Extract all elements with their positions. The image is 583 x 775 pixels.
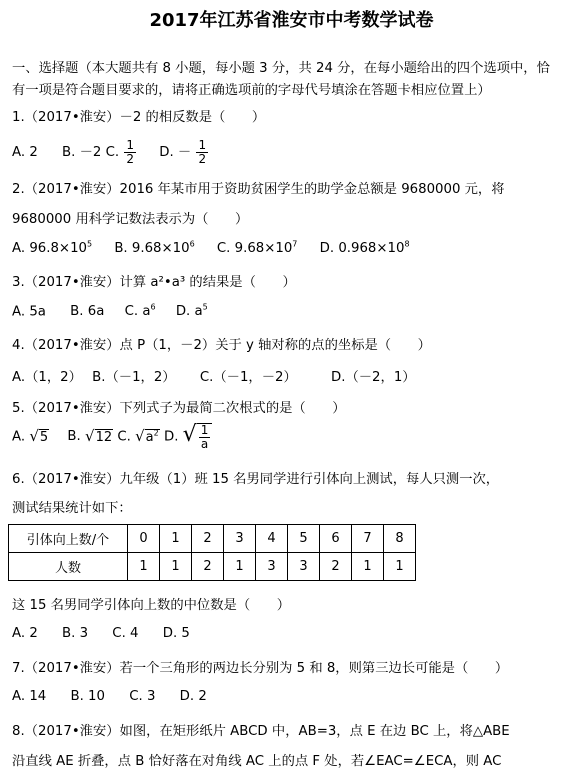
table-row — [9, 553, 416, 581]
q8-stem-line1: 8.（2017•淮安）如图，在矩形纸片 ABCD 中，AB=3，点 E 在边 BC 上，将△ABE — [12, 724, 510, 739]
table-cell: 2 — [320, 553, 352, 581]
section-instructions-line1: 一、选择题（本大题共有 8 小题，每小题 3 分，共 24 分，在每小题给出的四个选项中，恰 — [12, 61, 550, 76]
q4-options — [12, 366, 416, 385]
q5-option-c: C. — [117, 429, 131, 445]
q4-option-d: D.（－2，1） — [331, 370, 416, 385]
q2-option-c: C. $9.68\times 10^7$ — [216, 240, 298, 257]
q1-option-d-fraction: $\frac{1}{2}$ — [198, 138, 207, 166]
table-row — [9, 525, 416, 553]
q3-option-c: C. $a^6$ — [124, 303, 156, 320]
q7-option-b: B. 10 — [70, 689, 105, 704]
table-cell: 2 — [192, 525, 224, 553]
q8-stem-line2: 沿直线 AE 折叠，点 B 恰好落在对角线 AC 上的点 F 处，若∠EAC=∠ECA，则 AC — [12, 754, 502, 769]
q6-option-d: D. 5 — [162, 626, 190, 641]
q6-stem-line1: 6.（2017•淮安）九年级（1）班 15 名男同学进行引体向上测试，每人只测一次， — [12, 472, 500, 487]
q4-option-a: A.（1，2） — [12, 370, 82, 385]
table-cell: 3 — [224, 525, 256, 553]
table-cell: 8 — [384, 525, 416, 553]
q1-stem: 1.（2017•淮安）－2 的相反数是（ ） — [12, 110, 266, 125]
table-cell: 0 — [128, 525, 160, 553]
q3-option-b: B. 6a — [70, 304, 105, 320]
q6-stem-line2: 测试结果统计如下： — [12, 501, 132, 516]
q2-stem-line2: 9680000 用科学记数法表示为（ ） — [12, 212, 249, 227]
table-cell: 1 — [352, 553, 384, 581]
q5-stem: 5.（2017•淮安）下列式子为最简二次根式的是（ ） — [12, 401, 346, 416]
q1-option-d: D. － — [159, 145, 192, 161]
q6-option-b: B. 3 — [62, 626, 89, 641]
q6-results-table — [8, 524, 416, 581]
q5-option-a: A. — [12, 429, 26, 445]
q4-stem: 4.（2017•淮安）点 P（1，－2）关于 y 轴对称的点的坐标是（ ） — [12, 338, 431, 353]
q1-option-b: B. －2 — [62, 145, 102, 161]
table-cell: 1 — [128, 553, 160, 581]
q7-option-d: D. 2 — [179, 689, 207, 704]
q3-stem: 3.（2017•淮安）计算 a²•a³ 的结果是（ ） — [12, 275, 296, 290]
q1-option-c: C. — [105, 145, 120, 161]
q5-option-b-radical: √12 — [85, 427, 113, 446]
table-cell: 1 — [224, 553, 256, 581]
table-cell: 1 — [160, 525, 192, 553]
q3-option-d: D. $a^5$ — [175, 303, 208, 320]
q6-option-a: A. 2 — [12, 626, 38, 641]
q3-options — [12, 303, 208, 319]
q5-options — [12, 422, 212, 451]
q2-options — [12, 240, 410, 256]
q5-option-c-radical: $√a^2$ — [135, 427, 159, 446]
table-cell: 4 — [256, 525, 288, 553]
q7-options — [12, 689, 207, 704]
q4-option-c: C.（－1，－2） — [199, 370, 297, 385]
q1-options — [12, 139, 209, 165]
table-row-header: 人数 — [9, 553, 128, 581]
q5-option-d: D. — [163, 429, 179, 445]
q1-option-a: A. 2 — [12, 145, 38, 161]
table-cell: 1 — [160, 553, 192, 581]
table-cell: 3 — [256, 553, 288, 581]
table-cell: 6 — [320, 525, 352, 553]
table-cell: 5 — [288, 525, 320, 553]
q7-option-c: C. 3 — [129, 689, 156, 704]
q5-option-a-radical: √5 — [29, 427, 49, 446]
q2-option-d: D. $0.968\times 10^8$ — [319, 240, 410, 257]
q5-option-d-radical: √ $\frac{1}{a}$ — [183, 422, 213, 451]
q2-stem-line1: 2.（2017•淮安）2016 年某市用于资助贫困学生的助学金总额是 9680000 元，将 — [12, 182, 505, 197]
table-cell: 2 — [192, 553, 224, 581]
q2-option-b: B. $9.68\times 10^6$ — [114, 240, 195, 257]
q7-stem: 7.（2017•淮安）若一个三角形的两边长分别为 5 和 8，则第三边长可能是（ ） — [12, 661, 509, 676]
page-title: 2017年江苏省淮安市中考数学试卷 — [149, 10, 434, 31]
q6-options — [12, 626, 190, 641]
table-cell: 3 — [288, 553, 320, 581]
q4-option-b: B.（－1，2） — [92, 370, 176, 385]
section-instructions-line2: 有一项是符合题目要求的，请将正确选项前的字母代号填涂在答题卡相应位置上） — [12, 83, 491, 98]
table-cell: 1 — [384, 553, 416, 581]
q7-option-a: A. 14 — [12, 689, 47, 704]
q6-question: 这 15 名男同学引体向上数的中位数是（ ） — [12, 598, 291, 613]
q6-option-c: C. 4 — [112, 626, 139, 641]
q1-option-c-fraction: $\frac{1}{2}$ — [126, 138, 134, 166]
q5-option-b: B. — [67, 429, 81, 445]
table-cell: 7 — [352, 525, 384, 553]
q3-option-a: A. 5a — [12, 304, 46, 320]
table-row-header: 引体向上数/个 — [9, 525, 128, 553]
q2-option-a: A. $96.8\times 10^5$ — [12, 240, 93, 257]
